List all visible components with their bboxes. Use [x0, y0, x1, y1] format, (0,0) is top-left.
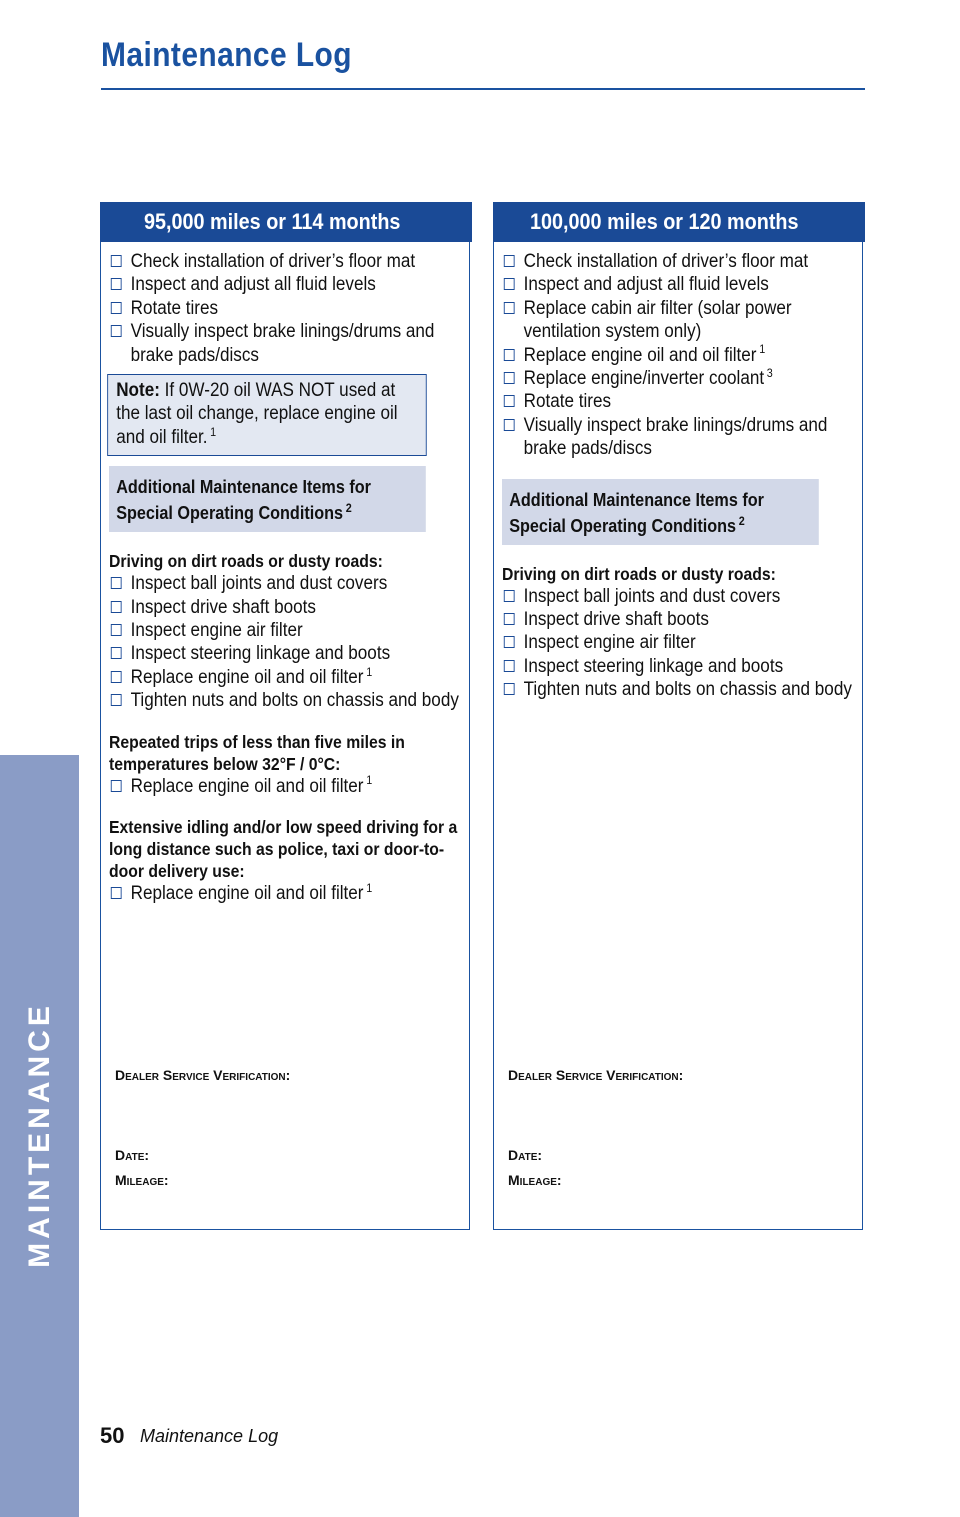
checklist-item[interactable]: Inspect engine air filter: [109, 619, 477, 642]
mileage-label: Mileage:: [508, 1172, 562, 1188]
footer-label: Maintenance Log: [140, 1426, 279, 1446]
condition-heading: Extensive idling and/or low speed driving for a long distance such as police, taxi or door-to-door delivery use:: [109, 817, 458, 882]
dealer-verification-label: Dealer Service Verification:: [115, 1067, 291, 1083]
checklist-item[interactable]: Visually inspect brake linings/drums and brake pads/discs: [109, 320, 477, 367]
page-number: 50: [100, 1423, 125, 1448]
interval-card-100000: [493, 202, 863, 1230]
item-list: [109, 250, 477, 367]
checkbox-icon[interactable]: [504, 372, 515, 384]
checklist-item[interactable]: Inspect and adjust all fluid levels: [502, 273, 870, 296]
checklist-item[interactable]: Inspect and adjust all fluid levels: [109, 273, 477, 296]
checkbox-icon[interactable]: [111, 671, 122, 683]
condition-heading: Repeated trips of less than five miles in temperatures below 32°F / 0°C:: [109, 731, 405, 774]
checklist-item[interactable]: Check installation of driver’s floor mat: [109, 250, 477, 273]
checkbox-icon[interactable]: [504, 302, 515, 314]
checklist-item[interactable]: Inspect engine air filter: [502, 631, 870, 654]
checklist-item[interactable]: Replace cabin air filter (solar power ventilation system only): [502, 297, 870, 344]
dealer-verification-label: Dealer Service Verification:: [508, 1067, 684, 1083]
checkbox-icon[interactable]: [111, 325, 122, 337]
checklist-item[interactable]: Visually inspect brake linings/drums and brake pads/discs: [502, 414, 870, 461]
checkbox-icon[interactable]: [111, 302, 122, 314]
date-label: Date:: [508, 1147, 543, 1163]
checklist-item[interactable]: Replace engine oil and oil filter $^1$: [109, 882, 477, 905]
side-tab-label: MAINTENANCE: [23, 1002, 56, 1268]
checkbox-icon[interactable]: [504, 590, 515, 602]
checklist-item[interactable]: Inspect drive shaft boots: [109, 596, 477, 619]
interval-header: 95,000 miles or 114 months: [100, 202, 472, 242]
checklist-item[interactable]: Replace engine oil and oil filter $^1$: [109, 775, 477, 798]
note-box: Note: If 0W-20 oil WAS NOT used at the last oil change, replace engine oil and oil filter. $^1$: [107, 374, 427, 456]
checkbox-icon[interactable]: [111, 647, 122, 659]
checkbox-icon[interactable]: [111, 601, 122, 613]
date-label: Date:: [115, 1147, 150, 1163]
checklist-item[interactable]: Inspect steering linkage and boots: [109, 642, 477, 665]
checklist-item[interactable]: Replace engine oil and oil filter $^1$: [109, 666, 477, 689]
checkbox-icon[interactable]: [504, 255, 515, 267]
title-divider: [101, 88, 865, 90]
checkbox-icon[interactable]: [111, 278, 122, 290]
checklist-item[interactable]: Replace engine oil and oil filter $^1$: [502, 344, 870, 367]
mileage-label: Mileage:: [115, 1172, 169, 1188]
checkbox-icon[interactable]: [504, 683, 515, 695]
checkbox-icon[interactable]: [504, 419, 515, 431]
checklist-item[interactable]: Inspect drive shaft boots: [502, 608, 870, 631]
checkbox-icon[interactable]: [111, 780, 122, 792]
checklist-item[interactable]: Replace engine/inverter coolant $^3$: [502, 367, 870, 390]
checklist-item[interactable]: Tighten nuts and bolts on chassis and body: [109, 689, 477, 712]
checkbox-icon[interactable]: [504, 278, 515, 290]
checklist-item[interactable]: Rotate tires: [502, 390, 870, 413]
checklist-item[interactable]: Inspect ball joints and dust covers: [109, 572, 477, 595]
checkbox-icon[interactable]: [111, 255, 122, 267]
interval-body: [109, 250, 477, 906]
checklist-item[interactable]: Rotate tires: [109, 297, 477, 320]
checkbox-icon[interactable]: [504, 613, 515, 625]
checklist-item[interactable]: Check installation of driver’s floor mat: [502, 250, 870, 273]
interval-body: [502, 250, 870, 702]
checkbox-icon[interactable]: [504, 636, 515, 648]
interval-card-95000: [100, 202, 470, 1230]
checklist-item[interactable]: Inspect steering linkage and boots: [502, 655, 870, 678]
page-title: Maintenance Log: [101, 36, 352, 74]
condition-heading: Driving on dirt roads or dusty roads:: [502, 563, 776, 584]
checkbox-icon[interactable]: [504, 349, 515, 361]
checkbox-icon[interactable]: [504, 395, 515, 407]
checkbox-icon[interactable]: [111, 577, 122, 589]
condition-heading: Driving on dirt roads or dusty roads:: [109, 551, 383, 572]
checkbox-icon[interactable]: [111, 624, 122, 636]
checklist-item[interactable]: Tighten nuts and bolts on chassis and body: [502, 678, 870, 701]
checkbox-icon[interactable]: [504, 660, 515, 672]
checkbox-icon[interactable]: [111, 694, 122, 706]
interval-header: 100,000 miles or 120 months: [493, 202, 865, 242]
checklist-item[interactable]: Inspect ball joints and dust covers: [502, 585, 870, 608]
additional-items-box: Additional Maintenance Items for Special Operating Conditions $^2$: [502, 479, 819, 545]
checkbox-icon[interactable]: [111, 887, 122, 899]
additional-items-box: Additional Maintenance Items for Special Operating Conditions $^2$: [109, 466, 426, 532]
